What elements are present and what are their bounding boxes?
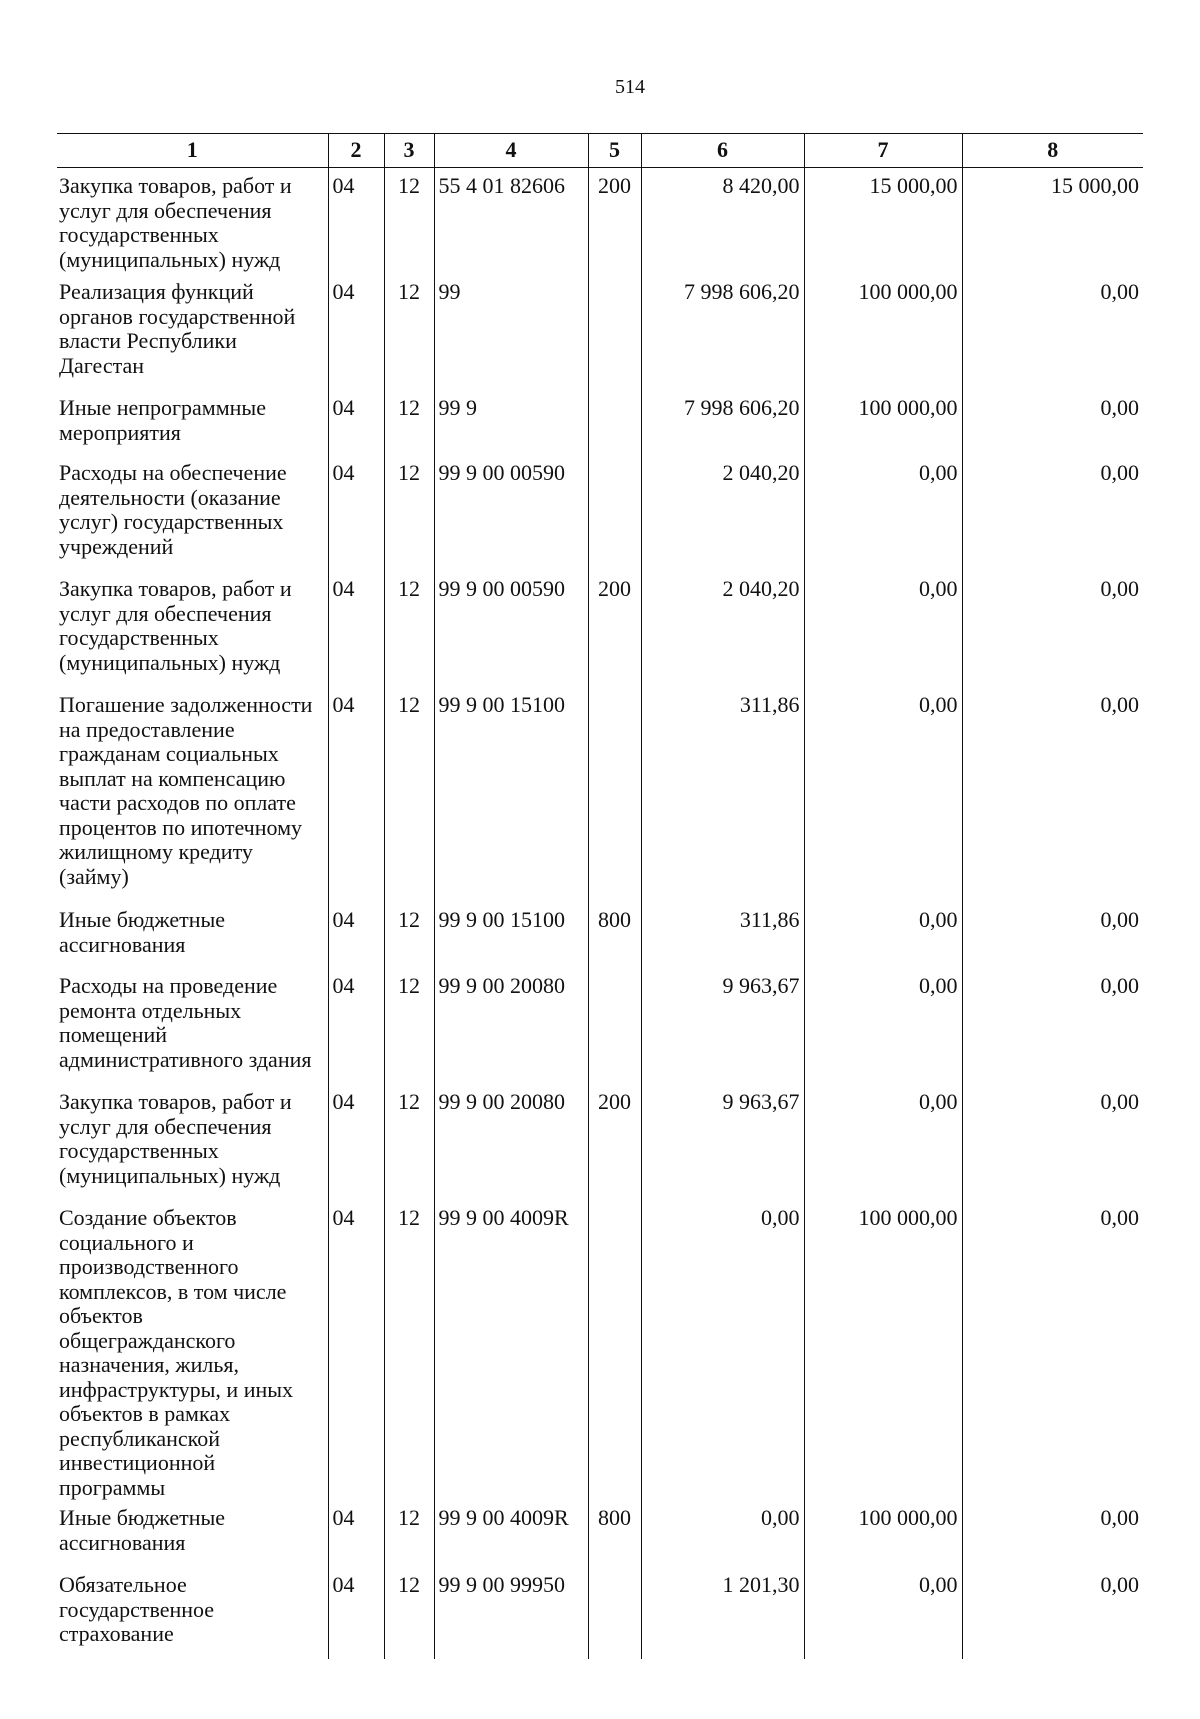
- table-row: [57, 390, 1143, 455]
- table-row: [57, 571, 1143, 687]
- subsection-code: 12: [384, 1500, 434, 1567]
- target-article-code: 99 9 00 15100: [434, 687, 588, 902]
- header-row: [57, 134, 1143, 168]
- target-article-code: 99 9 00 4009R: [434, 1500, 588, 1567]
- section-code: 04: [328, 455, 384, 571]
- expense-name: Расходы на обеспечение деятельности (оказание услуг) государственных учреждений: [59, 460, 287, 559]
- amount-col-8: 0,00: [962, 1500, 1143, 1567]
- amount-col-7: 0,00: [804, 687, 962, 902]
- section-code: 04: [328, 1567, 384, 1659]
- amount-col-6: 2 040,20: [641, 571, 804, 687]
- table-row: [57, 1500, 1143, 1567]
- table-row: [57, 687, 1143, 902]
- target-article-code: 99: [434, 274, 588, 390]
- section-code: 04: [328, 168, 384, 275]
- amount-col-8: 0,00: [962, 1084, 1143, 1200]
- page-number: 514: [615, 76, 645, 98]
- section-code: 04: [328, 902, 384, 968]
- table-row: [57, 968, 1143, 1084]
- target-article-code: 99 9 00 20080: [434, 968, 588, 1084]
- subsection-code: 12: [384, 968, 434, 1084]
- expense-name: Иные непрограммные мероприятия: [59, 395, 266, 445]
- amount-col-7: 0,00: [804, 1567, 962, 1659]
- amount-col-7: 100 000,00: [804, 274, 962, 390]
- column-header-2: 2: [328, 134, 384, 168]
- subsection-code: 12: [384, 687, 434, 902]
- table-header: [57, 134, 1143, 168]
- expense-type-code: [588, 1200, 641, 1500]
- expense-name: Закупка товаров, работ и услуг для обеспечения государственных (муниципальных) нужд: [59, 1089, 292, 1188]
- expense-name: Расходы на проведение ремонта отдельных помещений административного здания: [59, 973, 312, 1072]
- column-header-5: 5: [588, 134, 641, 168]
- amount-col-8: 15 000,00: [962, 168, 1143, 275]
- amount-col-8: 0,00: [962, 1200, 1143, 1500]
- expense-type-code: [588, 968, 641, 1084]
- target-article-code: 99 9 00 99950: [434, 1567, 588, 1659]
- amount-col-7: 100 000,00: [804, 1500, 962, 1567]
- amount-col-7: 0,00: [804, 571, 962, 687]
- subsection-code: 12: [384, 1200, 434, 1500]
- subsection-code: 12: [384, 902, 434, 968]
- budget-table: [57, 133, 1143, 1659]
- section-code: 04: [328, 274, 384, 390]
- column-header-3: 3: [384, 134, 434, 168]
- amount-col-7: 15 000,00: [804, 168, 962, 275]
- expense-type-code: [588, 274, 641, 390]
- expense-name: Реализация функций органов государственной власти Республики Дагестан: [59, 279, 296, 378]
- table-row: [57, 902, 1143, 968]
- expense-type-code: 200: [588, 571, 641, 687]
- subsection-code: 12: [384, 390, 434, 455]
- target-article-code: 55 4 01 82606: [434, 168, 588, 275]
- subsection-code: 12: [384, 274, 434, 390]
- expense-type-code: [588, 390, 641, 455]
- amount-col-6: 2 040,20: [641, 455, 804, 571]
- subsection-code: 12: [384, 455, 434, 571]
- expense-name: Закупка товаров, работ и услуг для обеспечения государственных (муниципальных) нужд: [59, 173, 292, 272]
- section-code: 04: [328, 968, 384, 1084]
- amount-col-6: 311,86: [641, 902, 804, 968]
- expense-type-code: 800: [588, 1500, 641, 1567]
- amount-col-7: 0,00: [804, 1084, 962, 1200]
- table-row: [57, 1084, 1143, 1200]
- column-header-7: 7: [804, 134, 962, 168]
- target-article-code: 99 9 00 00590: [434, 455, 588, 571]
- amount-col-6: 0,00: [641, 1500, 804, 1567]
- table-row: [57, 455, 1143, 571]
- amount-col-7: 100 000,00: [804, 390, 962, 455]
- expense-name: Иные бюджетные ассигнования: [59, 907, 226, 957]
- amount-col-8: 0,00: [962, 455, 1143, 571]
- amount-col-8: 0,00: [962, 902, 1143, 968]
- table-row: [57, 274, 1143, 390]
- amount-col-6: 0,00: [641, 1200, 804, 1500]
- target-article-code: 99 9 00 20080: [434, 1084, 588, 1200]
- amount-col-6: 311,86: [641, 687, 804, 902]
- amount-col-8: 0,00: [962, 390, 1143, 455]
- table-row: [57, 1200, 1143, 1500]
- amount-col-7: 100 000,00: [804, 1200, 962, 1500]
- expense-name: Закупка товаров, работ и услуг для обеспечения государственных (муниципальных) нужд: [59, 576, 292, 675]
- section-code: 04: [328, 571, 384, 687]
- expense-type-code: [588, 1567, 641, 1659]
- subsection-code: 12: [384, 1567, 434, 1659]
- amount-col-7: 0,00: [804, 968, 962, 1084]
- table-row: [57, 1567, 1143, 1659]
- section-code: 04: [328, 390, 384, 455]
- amount-col-8: 0,00: [962, 968, 1143, 1084]
- target-article-code: 99 9: [434, 390, 588, 455]
- subsection-code: 12: [384, 1084, 434, 1200]
- amount-col-7: 0,00: [804, 455, 962, 571]
- column-header-1: 1: [57, 134, 328, 168]
- expense-type-code: 200: [588, 1084, 641, 1200]
- amount-col-8: 0,00: [962, 687, 1143, 902]
- expense-name: Погашение задолженности на предоставление гражданам социальных выплат на компенсацию части расходов по оплате процентов по ипотечному жилищному кредиту (займу): [59, 692, 313, 889]
- column-header-4: 4: [434, 134, 588, 168]
- expense-type-code: [588, 455, 641, 571]
- amount-col-7: 0,00: [804, 902, 962, 968]
- column-header-6: 6: [641, 134, 804, 168]
- expense-type-code: 800: [588, 902, 641, 968]
- amount-col-6: 7 998 606,20: [641, 274, 804, 390]
- amount-col-6: 9 963,67: [641, 1084, 804, 1200]
- amount-col-6: 8 420,00: [641, 168, 804, 275]
- table-body: [57, 168, 1143, 1659]
- section-code: 04: [328, 1200, 384, 1500]
- amount-col-8: 0,00: [962, 571, 1143, 687]
- amount-col-8: 0,00: [962, 274, 1143, 390]
- table-row: [57, 168, 1143, 275]
- amount-col-6: 7 998 606,20: [641, 390, 804, 455]
- column-header-8: 8: [962, 134, 1143, 168]
- expense-name: Создание объектов социального и производственного комплексов, в том числе объектов общегражданского назначения, жилья, инфраструктуры, и иных объектов в рамках республиканской инвестиционной программы: [59, 1205, 294, 1500]
- expense-type-code: 200: [588, 168, 641, 275]
- expense-name: Обязательное государственное страхование: [59, 1572, 215, 1646]
- amount-col-8: 0,00: [962, 1567, 1143, 1659]
- section-code: 04: [328, 1084, 384, 1200]
- target-article-code: 99 9 00 00590: [434, 571, 588, 687]
- subsection-code: 12: [384, 168, 434, 275]
- section-code: 04: [328, 1500, 384, 1567]
- amount-col-6: 1 201,30: [641, 1567, 804, 1659]
- section-code: 04: [328, 687, 384, 902]
- expense-name: Иные бюджетные ассигнования: [59, 1505, 226, 1555]
- target-article-code: 99 9 00 4009R: [434, 1200, 588, 1500]
- target-article-code: 99 9 00 15100: [434, 902, 588, 968]
- expense-type-code: [588, 687, 641, 902]
- amount-col-6: 9 963,67: [641, 968, 804, 1084]
- subsection-code: 12: [384, 571, 434, 687]
